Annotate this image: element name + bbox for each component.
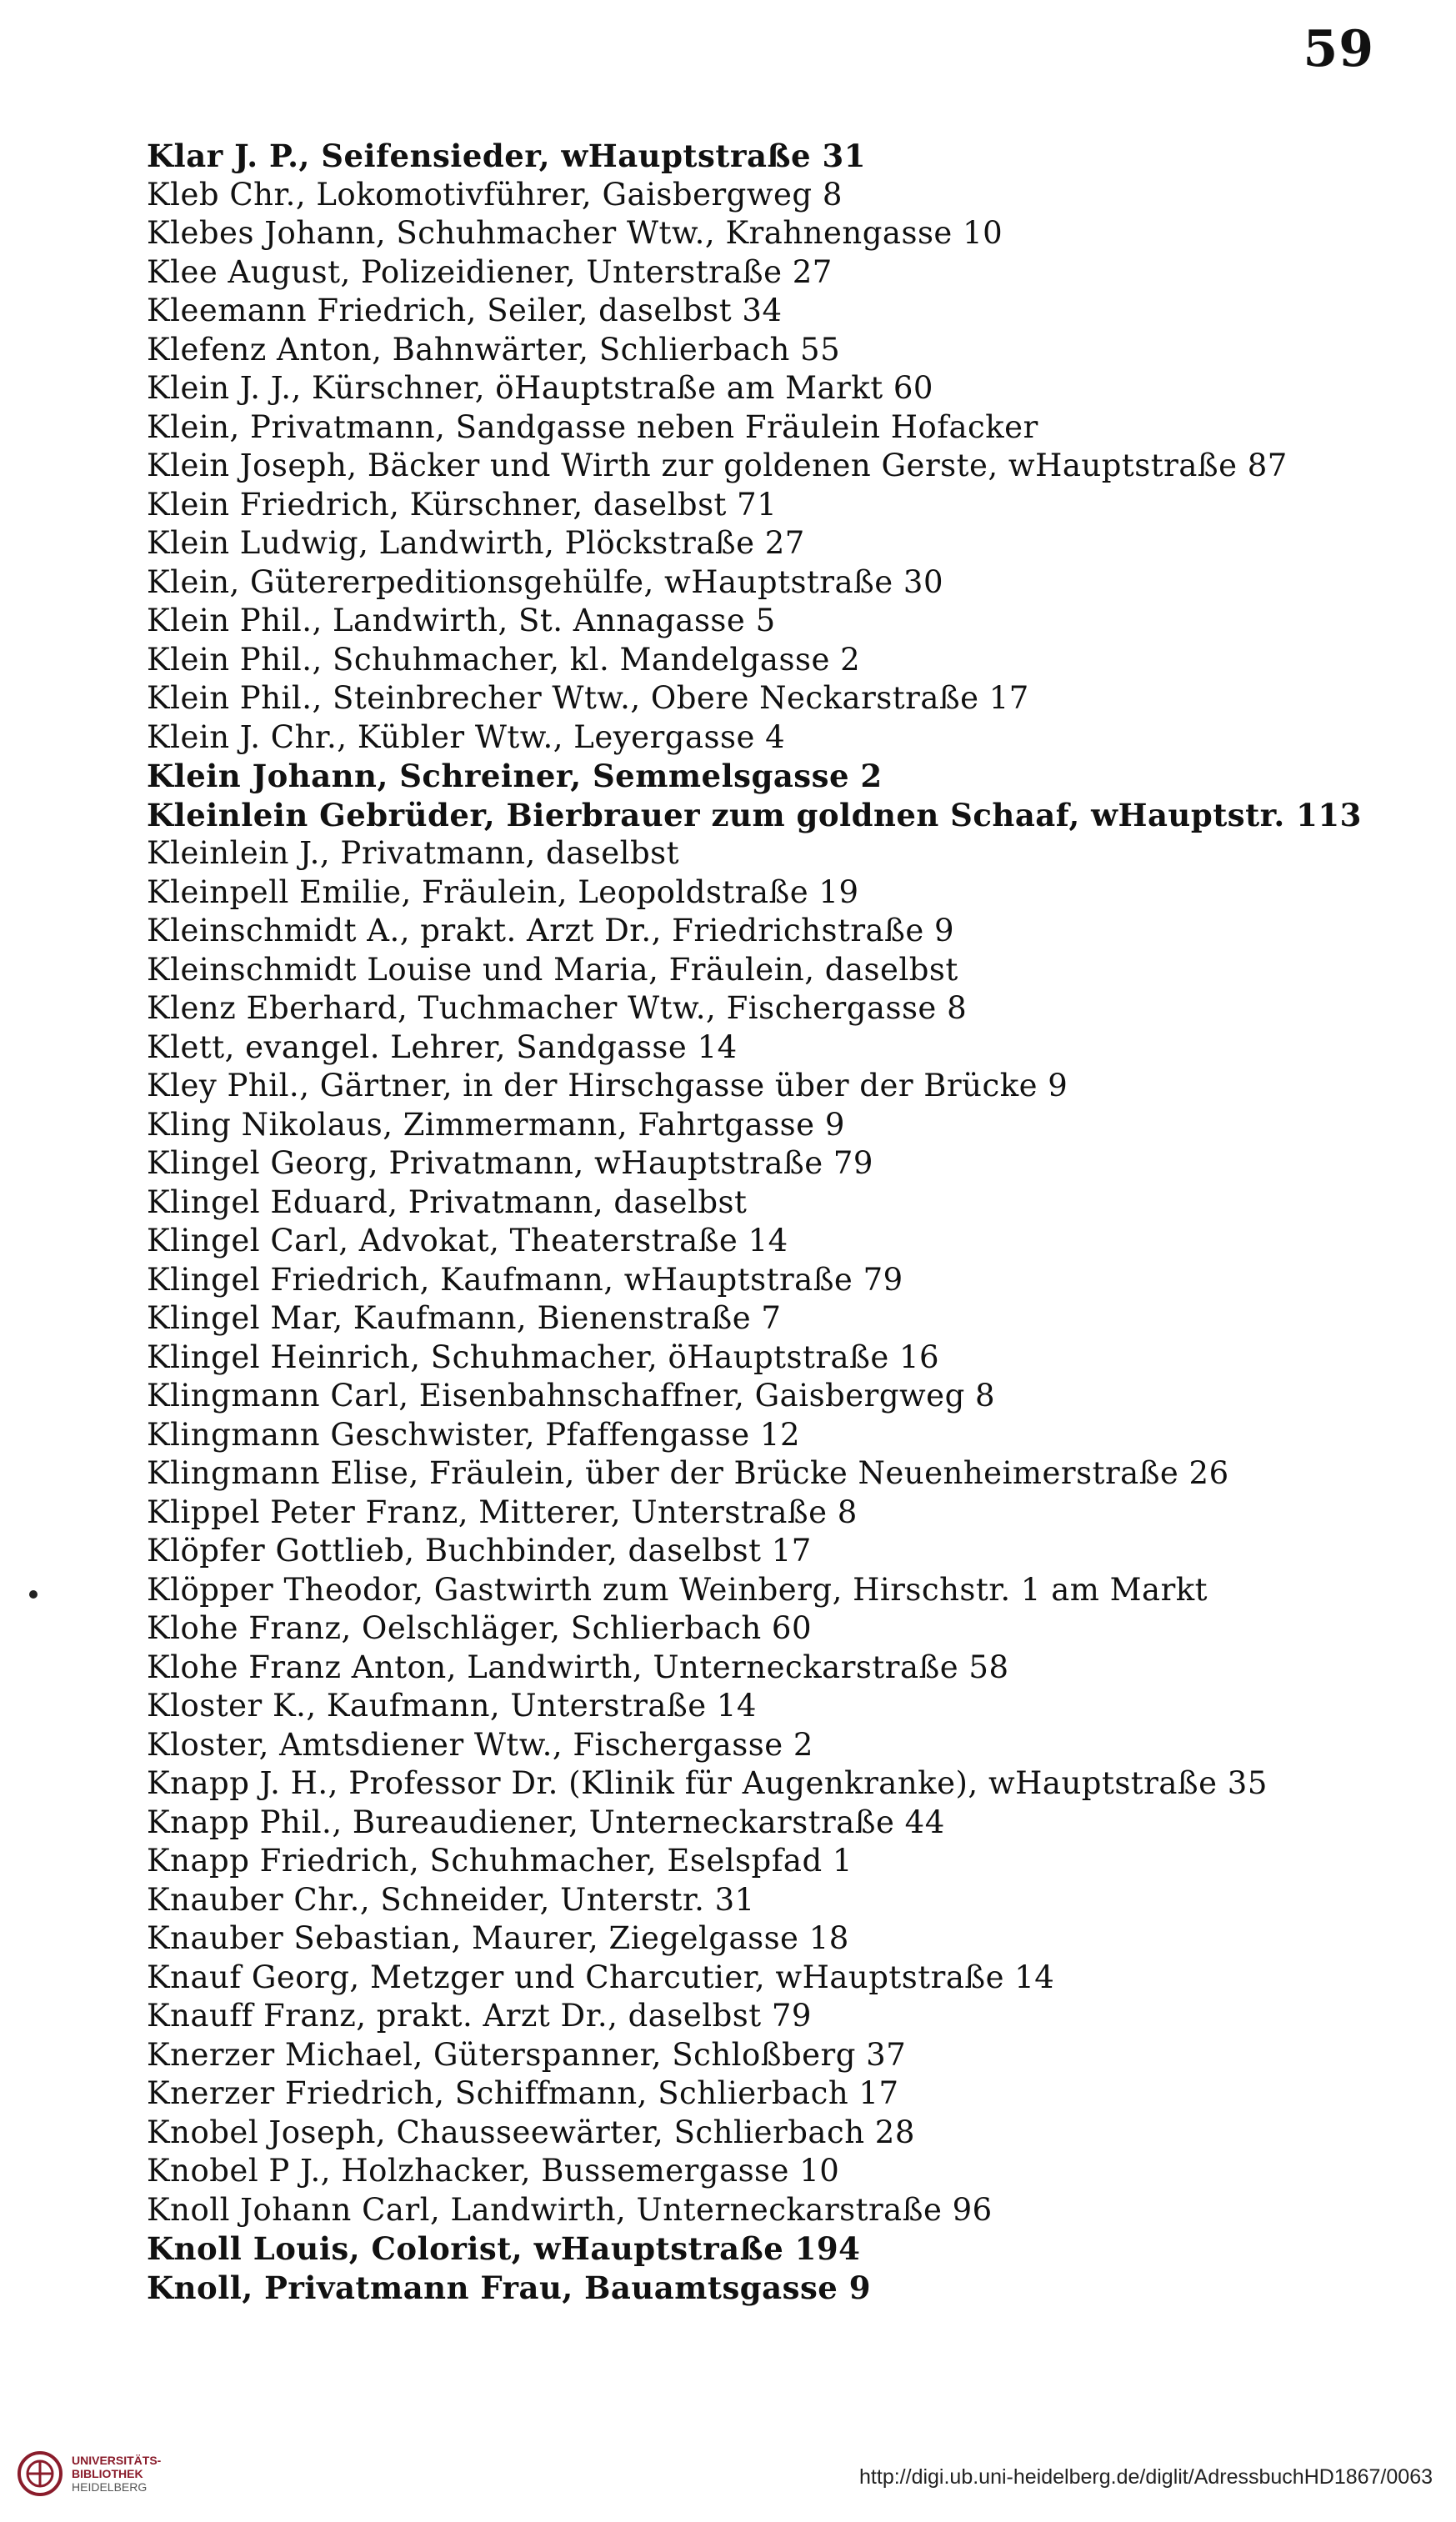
directory-entry: Kleinpell Emilie, Fräulein, Leopoldstraße 19 <box>147 873 859 910</box>
directory-entry: Klingel Eduard, Privatmann, daselbst <box>147 1183 748 1220</box>
directory-entry: Klingel Friedrich, Kaufmann, wHauptstraße 79 <box>147 1261 903 1298</box>
directory-entry: Klar J. P., Seifensieder, wHauptstraße 31 <box>147 138 866 174</box>
directory-entry: Klebes Johann, Schuhmacher Wtw., Krahnengasse 10 <box>147 215 1003 251</box>
library-seal-icon <box>17 2450 63 2497</box>
library-name-line: UNIVERSITÄTS- <box>72 2454 162 2467</box>
directory-entry: Klein Johann, Schreiner, Semmelsgasse 2 <box>147 758 883 794</box>
directory-entry: Kleinschmidt A., prakt. Arzt Dr., Friedrichstraße 9 <box>147 913 955 948</box>
directory-entry: Kleinlein Gebrüder, Bierbrauer zum goldnen Schaaf, wHauptstr. 113 <box>147 796 1362 833</box>
directory-entry: Klohe Franz Anton, Landwirth, Unterneckarstraße 58 <box>147 1649 1009 1685</box>
directory-entry: Klee August, Polizeidiener, Unterstraße 27 <box>147 253 833 290</box>
footer <box>0 2424 1456 2522</box>
directory-entry: Knauber Sebastian, Maurer, Ziegelgasse 18 <box>147 1920 849 1956</box>
source-url[interactable]: http://digi.ub.uni-heidelberg.de/diglit/AdressbuchHD1867/0063 <box>859 2465 1433 2489</box>
directory-list <box>147 137 1405 2307</box>
directory-entry: Klein Joseph, Bäcker und Wirth zur goldenen Gerste, wHauptstraße 87 <box>147 448 1288 483</box>
directory-entry: Klein Ludwig, Landwirth, Plöckstraße 27 <box>147 525 805 561</box>
directory-entry: Knobel Joseph, Chausseewärter, Schlierbach 28 <box>147 2114 915 2150</box>
directory-entry: Klingel Mar, Kaufmann, Bienenstraße 7 <box>147 1300 782 1336</box>
directory-entry: Knapp Phil., Bureaudiener, Unterneckarstraße 44 <box>147 1804 945 1840</box>
directory-entry: Klein Phil., Landwirth, St. Annagasse 5 <box>147 603 776 638</box>
directory-entry: Klein Phil., Steinbrecher Wtw., Obere Neckarstraße 17 <box>147 680 1029 716</box>
directory-entry: Klein J. J., Kürschner, öHauptstraße am Markt 60 <box>147 370 933 406</box>
directory-entry: Klein, Gütererpeditionsgehülfe, wHauptstraße 30 <box>147 563 943 600</box>
directory-entry: Knauf Georg, Metzger und Charcutier, wHauptstraße 14 <box>147 1959 1055 1995</box>
library-city-line: HEIDELBERG <box>72 2480 148 2494</box>
directory-entry: Knoll Louis, Colorist, wHauptstraße 194 <box>147 2230 861 2267</box>
directory-entry: Knoll Johann Carl, Landwirth, Unterneckarstraße 96 <box>147 2191 993 2228</box>
directory-entry: Knauber Chr., Schneider, Unterstr. 31 <box>147 1881 755 1918</box>
directory-entry: Klein, Privatmann, Sandgasse neben Fräulein Hofacker <box>147 408 1038 445</box>
directory-entry: Klingel Carl, Advokat, Theaterstraße 14 <box>147 1223 788 1258</box>
directory-entry: Klein J. Chr., Kübler Wtw., Leyergasse 4 <box>147 718 786 755</box>
directory-entry: Kley Phil., Gärtner, in der Hirschgasse über der Brücke 9 <box>147 1068 1068 1103</box>
directory-entry: Kleinlein J., Privatmann, daselbst <box>147 835 680 871</box>
library-name-line: BIBLIOTHEK <box>72 2467 143 2480</box>
directory-entry: Klingmann Carl, Eisenbahnschaffner, Gaisbergweg 8 <box>147 1378 996 1414</box>
ink-mark <box>29 1590 38 1599</box>
directory-entry: Kloster K., Kaufmann, Unterstraße 14 <box>147 1688 757 1724</box>
library-name <box>72 2454 161 2494</box>
directory-entry: Knauff Franz, prakt. Arzt Dr., daselbst 79 <box>147 1998 812 2034</box>
directory-entry: Knoll, Privatmann Frau, Bauamtsgasse 9 <box>147 2269 871 2306</box>
directory-entry: Klett, evangel. Lehrer, Sandgasse 14 <box>147 1028 738 1065</box>
directory-entry: Klöpfer Gottlieb, Buchbinder, daselbst 17 <box>147 1533 812 1569</box>
directory-entry: Klein Phil., Schuhmacher, kl. Mandelgasse 2 <box>147 641 861 678</box>
directory-entry: Klöpper Theodor, Gastwirth zum Weinberg, Hirschstr. 1 am Markt <box>147 1571 1208 1608</box>
library-logo <box>17 2440 200 2507</box>
directory-entry: Kloster, Amtsdiener Wtw., Fischergasse 2 <box>147 1726 813 1763</box>
directory-entry: Knerzer Friedrich, Schiffmann, Schlierbach 17 <box>147 2075 899 2111</box>
directory-entry: Klohe Franz, Oelschläger, Schlierbach 60 <box>147 1610 813 1646</box>
directory-entry: Kling Nikolaus, Zimmermann, Fahrtgasse 9 <box>147 1106 845 1143</box>
directory-entry: Klippel Peter Franz, Mitterer, Unterstraße 8 <box>147 1494 858 1530</box>
directory-entry: Klenz Eberhard, Tuchmacher Wtw., Fischergasse 8 <box>147 990 968 1026</box>
page-number: 59 <box>1303 20 1374 78</box>
directory-entry: Klingmann Geschwister, Pfaffengasse 12 <box>147 1416 801 1453</box>
directory-entry: Klingel Heinrich, Schuhmacher, öHauptstraße 16 <box>147 1339 940 1375</box>
directory-entry: Knobel P J., Holzhacker, Bussemergasse 10 <box>147 2153 840 2189</box>
directory-entry: Klein Friedrich, Kürschner, daselbst 71 <box>147 486 778 523</box>
directory-entry: Kleemann Friedrich, Seiler, daselbst 34 <box>147 293 783 328</box>
directory-entry: Klingel Georg, Privatmann, wHauptstraße 79 <box>147 1145 873 1181</box>
directory-entry: Kleinschmidt Louise und Maria, Fräulein, daselbst <box>147 951 958 988</box>
directory-entry: Klefenz Anton, Bahnwärter, Schlierbach 55 <box>147 331 841 368</box>
directory-entry: Knapp Friedrich, Schuhmacher, Eselspfad 1 <box>147 1843 853 1879</box>
directory-entry: Kleb Chr., Lokomotivführer, Gaisbergweg 8 <box>147 176 843 213</box>
directory-entry: Knerzer Michael, Güterspanner, Schloßberg 37 <box>147 2036 907 2073</box>
directory-entry: Klingmann Elise, Fräulein, über der Brücke Neuenheimerstraße 26 <box>147 1455 1229 1491</box>
directory-entry: Knapp J. H., Professor Dr. (Klinik für Augenkranke), wHauptstraße 35 <box>147 1765 1268 1801</box>
